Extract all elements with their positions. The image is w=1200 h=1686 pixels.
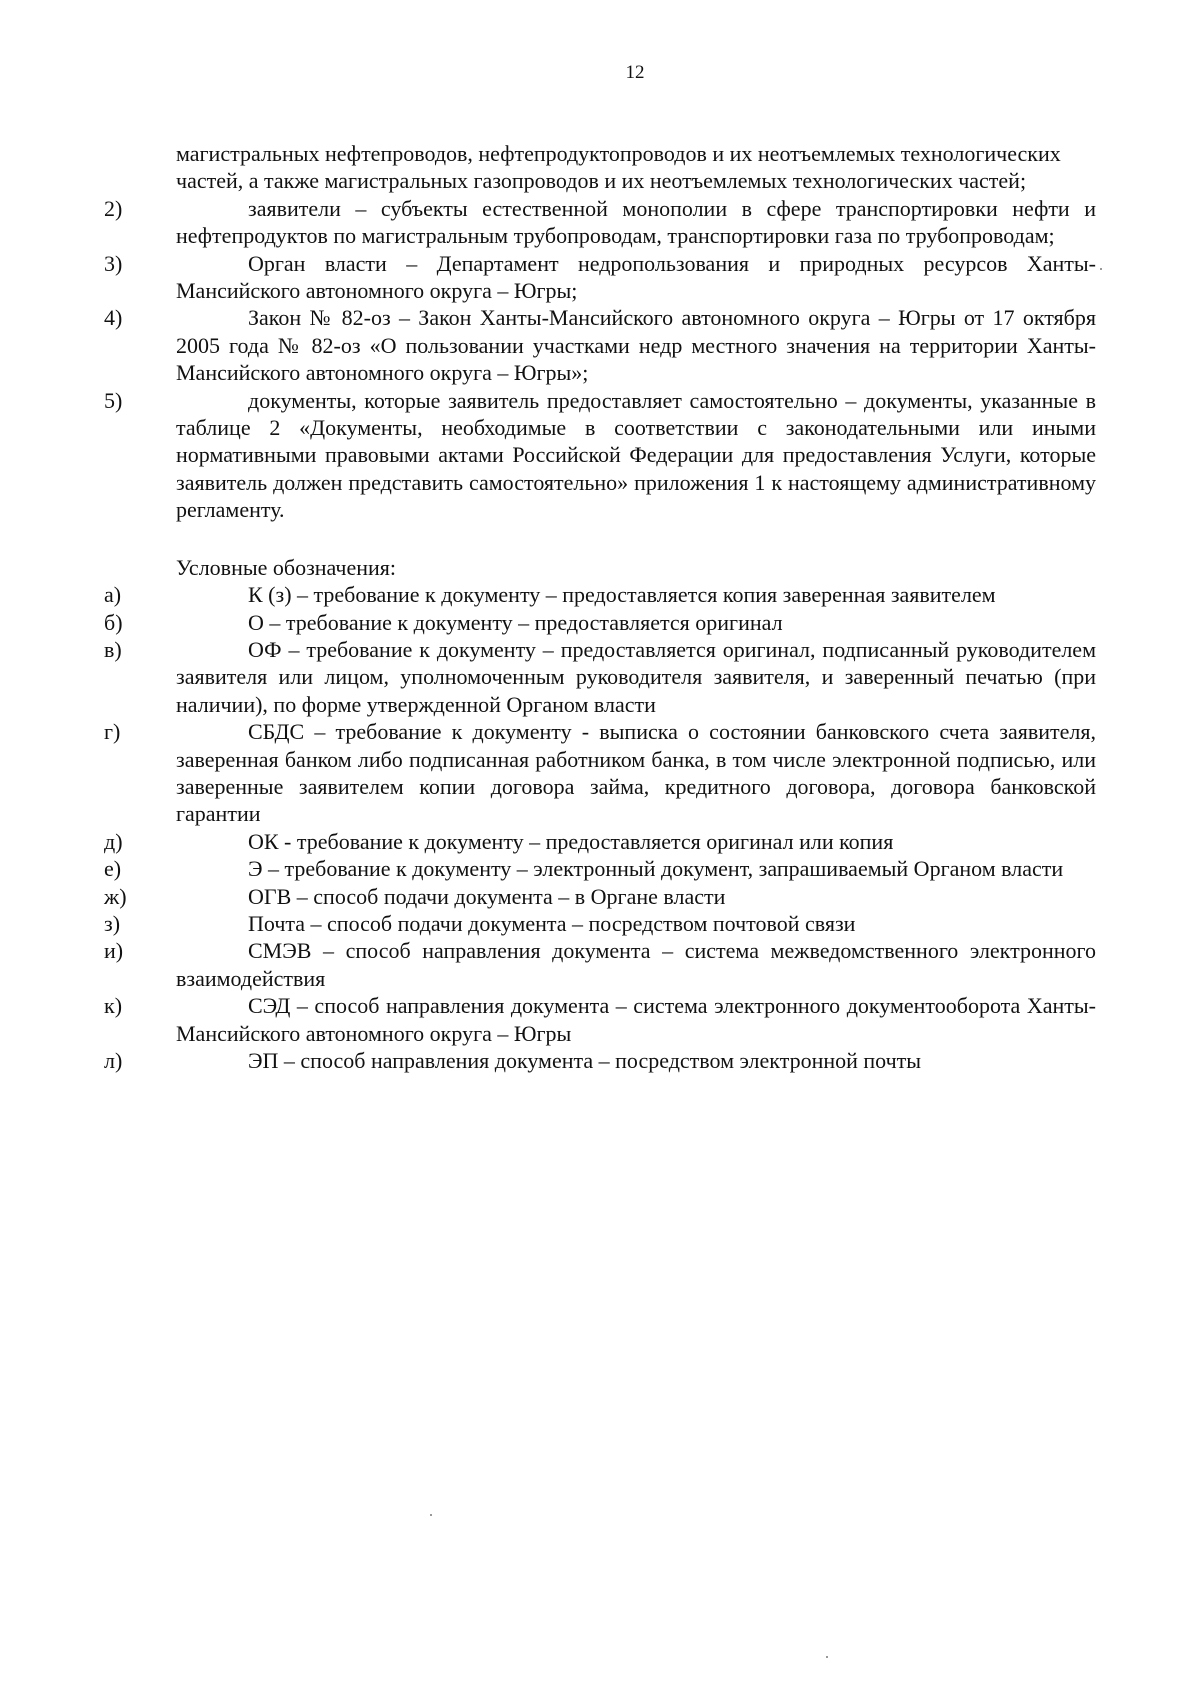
legend-text: К (з) – требование к документу – предоставляется копия заверенная заявителем	[248, 582, 996, 608]
legend-text: ОГВ – способ подачи документа – в Органе власти	[248, 883, 726, 909]
legend-marker: и)	[104, 938, 124, 964]
legend-marker: а)	[104, 582, 122, 608]
definition-marker: 4)	[104, 305, 123, 331]
legend-text: СМЭВ – способ направления документа – система межведомственного электронного взаимодействия	[176, 938, 1096, 991]
scan-speck	[826, 1656, 828, 1658]
legend-text: ОФ – требование к документу – предоставляется оригинал, подписанный руководителем заявителя или лицом, уполномоченным руководителя заявителя, и заверенный печатью (при наличии), по форме утвержденной Органом власти	[176, 636, 1096, 717]
legend-text: Э – требование к документу – электронный документ, запрашиваемый Органом власти	[248, 856, 1064, 882]
legend-marker: е)	[104, 856, 122, 882]
definition-text: документы, которые заявитель предоставляет самостоятельно – документы, указанные в таблице 2 «Документы, необходимые в соответствии с законодательными или иными нормативными правовыми актами Российской Федерации для предоставления Услуги, которые заявитель должен представить самостоятельно» приложения 1 к настоящему административному регламенту.	[176, 387, 1096, 523]
document-body	[104, 140, 1096, 1074]
legend-marker: к)	[104, 993, 123, 1019]
definition-text: Закон № 82-оз – Закон Ханты-Мансийского автономного округа – Югры от 17 октября 2005 года № 82-оз «О пользовании участками недр местного значения на территории Ханты-Мансийского автономного округа – Югры»;	[176, 305, 1096, 386]
legend-item-b	[104, 609, 1096, 636]
legend-marker: в)	[104, 636, 122, 662]
legend-item-i	[104, 937, 1096, 992]
scan-speck	[430, 1514, 432, 1516]
definition-marker: 3)	[104, 250, 123, 276]
legend-marker: ж)	[104, 883, 127, 909]
legend-title: Условные обозначения:	[176, 554, 397, 580]
legend-text: СБДС – требование к документу - выписка о состоянии банковского счета заявителя, заверенная банком либо подписанная работником банка, в том числе электронной подписью, или заверенные заявителем копии договора займа, кредитного договора, договора банковской гарантии	[176, 719, 1096, 827]
legend-text: СЭД – способ направления документа – система электронного документооборота Ханты-Мансийского автономного округа – Югры	[176, 993, 1096, 1046]
definition-text: магистральных нефтепроводов, нефтепродуктопроводов и их неотъемлемых технологических частей, а также магистральных газопроводов и их неотъемлемых технологических частей;	[176, 141, 1061, 194]
legend-item-zh	[104, 883, 1096, 910]
definition-marker: 2)	[104, 195, 123, 221]
legend-marker: д)	[104, 828, 123, 854]
legend-item-e	[104, 855, 1096, 882]
definition-continuation	[176, 140, 1096, 195]
legend-text: Почта – способ подачи документа – посредством почтовой связи	[248, 910, 856, 936]
paragraph-gap	[176, 524, 1096, 554]
legend-text: ОК - требование к документу – предоставляется оригинал или копия	[248, 828, 894, 854]
legend-item-g	[104, 718, 1096, 828]
legend-marker: г)	[104, 719, 121, 745]
legend-item-d	[104, 828, 1096, 855]
definition-item-3	[104, 250, 1096, 305]
definition-marker: 5)	[104, 387, 123, 413]
definition-text: заявители – субъекты естественной монополии в сфере транспортировки нефти и нефтепродуктов по магистральным трубопроводам, транспортировки газа по трубопроводам;	[176, 195, 1096, 249]
legend-item-z	[104, 910, 1096, 937]
legend-marker: л)	[104, 1048, 123, 1073]
definition-item-4	[104, 304, 1096, 386]
legend-item-l	[104, 1047, 1096, 1074]
legend-marker: б)	[104, 609, 123, 635]
definition-text: Орган власти – Департамент недропользования и природных ресурсов Ханты-Мансийского автономного округа – Югры;	[176, 250, 1096, 304]
legend-item-k	[104, 992, 1096, 1047]
legend-marker: з)	[104, 910, 121, 936]
page-number: 12	[625, 62, 645, 83]
definition-item-2	[104, 195, 1096, 250]
legend-text: О – требование к документу – предоставляется оригинал	[248, 609, 783, 635]
legend-item-a	[104, 581, 1096, 608]
legend-item-v	[104, 636, 1096, 718]
definition-item-5	[104, 387, 1096, 524]
legend-text: ЭП – способ направления документа – посредством электронной почты	[248, 1048, 922, 1073]
scan-speck	[1100, 268, 1102, 270]
